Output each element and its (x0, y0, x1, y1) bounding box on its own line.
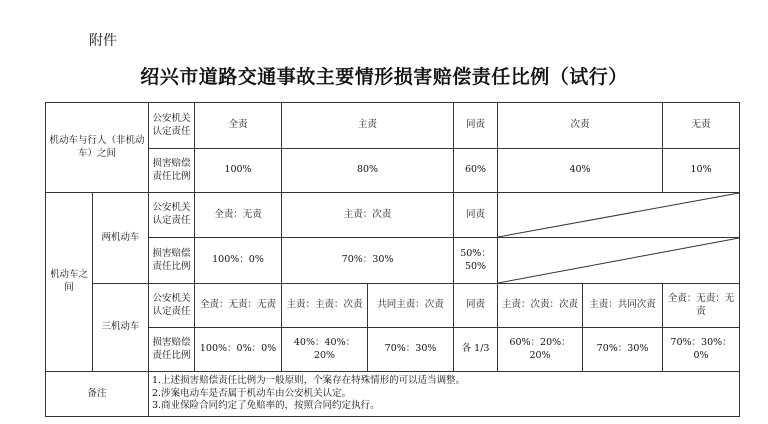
cell-three-6: 全责：无责：无责 (663, 284, 740, 328)
cell-ratio-three-3: 各 1/3 (454, 328, 498, 372)
cell-full-none: 全责：无责 (195, 193, 282, 238)
row-header-liability: 公安机关认定责任 (149, 103, 195, 149)
cell-ratio-three-4: 60%：20%：20% (498, 328, 583, 372)
cell-ratio-equal: 50%：50% (454, 238, 498, 284)
page-title: 绍兴市道路交通事故主要情形损害赔偿责任比例（试行） (140, 66, 628, 88)
two-vehicles-label: 两机动车 (93, 193, 149, 284)
section1-label: 机动车与行人（非机动车）之间 (46, 103, 149, 193)
cell-three-1: 主责：主责：次责 (282, 284, 368, 328)
attachment-label: 附件 (89, 33, 117, 49)
cell-ratio-three-6: 70%：30%：0% (663, 328, 740, 372)
cell-ratio-main: 80% (282, 149, 454, 193)
cell-ratio-three-2: 70%：30% (368, 328, 454, 372)
three-vehicles-label: 三机动车 (93, 284, 149, 372)
notes-label: 备注 (46, 372, 149, 417)
cell-ratio-equal: 60% (454, 149, 498, 193)
cell-full: 全责 (195, 103, 282, 149)
row-header-ratio: 损害赔偿责任比例 (149, 238, 195, 284)
cell-ratio-three-5: 70%：30% (583, 328, 663, 372)
row-header-ratio: 损害赔偿责任比例 (149, 149, 195, 193)
cell-three-3: 同责 (454, 284, 498, 328)
row-header-liability: 公安机关认定责任 (149, 193, 195, 238)
note-line: 1.上述损害赔偿责任比例为一般原则，个案存在特殊情形的可以适当调整。 (152, 374, 466, 386)
cell-ratio-full: 100% (195, 149, 282, 193)
cell-ratio-none: 10% (663, 149, 740, 193)
cell-three-2: 共同主责：次责 (368, 284, 454, 328)
note-line: 2.涉案电动车是否属于机动车由公安机关认定。 (152, 387, 352, 399)
row-header-liability: 公安机关认定责任 (149, 284, 195, 328)
cell-equal: 同责 (454, 193, 498, 238)
cell-ratio-three-0: 100%：0%：0% (195, 328, 282, 372)
cell-equal: 同责 (454, 103, 498, 149)
section2-label: 机动车之间 (46, 193, 93, 372)
cell-three-5: 主责：共同次责 (583, 284, 663, 328)
liability-table (45, 102, 740, 417)
diagonal-blank-cell (498, 193, 740, 238)
cell-ratio-secondary: 40% (498, 149, 663, 193)
note-line: 3.商业保险合同约定了免赔率的，按照合同约定执行。 (152, 400, 380, 412)
cell-none: 无责 (663, 103, 740, 149)
notes-content (149, 372, 740, 417)
row-header-ratio: 损害赔偿责任比例 (149, 328, 195, 372)
cell-ratio-three-1: 40%：40%：20% (282, 328, 368, 372)
diagonal-blank-cell (498, 238, 740, 284)
cell-main-secondary: 主责：次责 (282, 193, 454, 238)
cell-secondary: 次责 (498, 103, 663, 149)
cell-three-0: 全责：无责：无责 (195, 284, 282, 328)
cell-ratio-main-secondary: 70%：30% (282, 238, 454, 284)
cell-three-4: 主责：次责：次责 (498, 284, 583, 328)
cell-main: 主责 (282, 103, 454, 149)
cell-ratio-full-none: 100%：0% (195, 238, 282, 284)
